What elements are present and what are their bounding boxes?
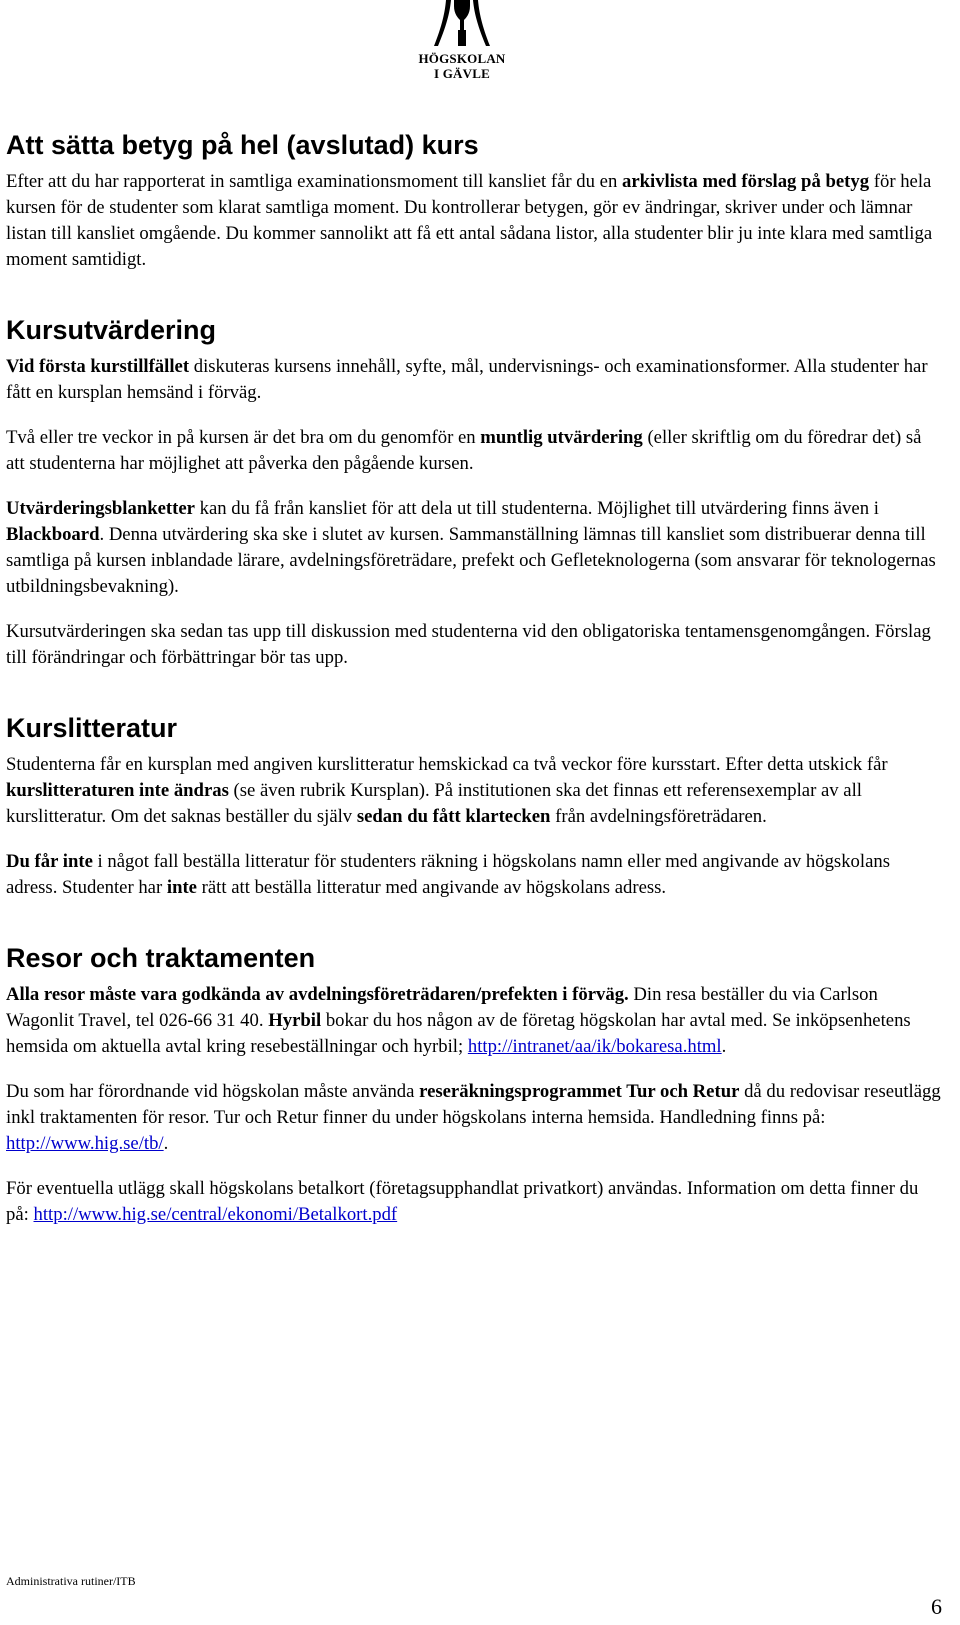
page-number: 6 <box>931 1594 942 1619</box>
text-run: diskuteras kursens innehåll, syfte, mål, undervisnings- och examinationsformer. Alla studenter har fått en kursplan hemsänd i förväg. <box>6 356 928 403</box>
text-run: Efter att du har rapporterat in samtliga examinationsmoment till kansliet får du en <box>6 171 622 192</box>
text-run: rätt att beställa litteratur med angivande av högskolans adress. <box>196 877 667 898</box>
paragraph <box>6 849 941 901</box>
bold-run: Blackboard <box>6 524 100 545</box>
text-run: . Denna utvärdering ska ske i slutet av kursen. Sammanställning lämnas till kansliet som distribuerar denna till samtliga på kursen inblandade lärare, avdelningsföreträdare, prefekt och Gefleteknologerna (som ansvarar för teknologernas utbildningsbevakning). <box>6 524 936 597</box>
bold-run: reseräkningsprogrammet Tur och Retur <box>419 1081 740 1102</box>
paragraph <box>6 619 941 671</box>
section-kursutvardering <box>6 313 941 671</box>
text-run: från avdelningsföreträdaren. <box>550 806 767 827</box>
bold-run: Du får inte <box>6 851 93 872</box>
paragraph <box>6 354 941 406</box>
text-run: Två eller tre veckor in på kursen är det bra om du genomför en <box>6 427 481 448</box>
betalkort-link[interactable]: http://www.hig.se/central/ekonomi/Betalkort.pdf <box>33 1204 398 1225</box>
text-run: för hela kursen för de studenter som klarat samtliga moment. Du kontrollerar betygen, gör ev ändringar, skriver under och lämnar listan till kansliet omgående. Du kommer sannolikt att få ett antal sådana listor, alla studenter blir ju inte klara med samtliga moment samtidigt. <box>6 171 933 270</box>
hig-logo <box>412 0 512 86</box>
text-run: då du redovisar reseutlägg inkl traktamenten för resor. Tur och Retur finner du under högskolans interna hemsida. Handledning finns på: <box>6 1081 941 1128</box>
hig-logo-emblem <box>424 0 500 48</box>
section-heading: Kurslitteratur <box>6 713 178 743</box>
paragraph <box>6 982 941 1060</box>
logo-text-line1: HÖGSKOLAN <box>418 51 506 66</box>
section-heading: Resor och traktamenten <box>6 943 316 973</box>
bold-run: Utvärderingsblanketter <box>6 498 195 519</box>
text-run: För eventuella utlägg skall högskolans betalkort (företagsupphandlat privatkort) användas. Information om detta finner du på: <box>6 1178 919 1225</box>
section-heading: Kursutvärdering <box>6 315 217 345</box>
document-body <box>6 128 941 1268</box>
text-run: (eller skriftlig om du föredrar det) så att studenterna har möjlighet att påverka den pågående kursen. <box>6 427 922 474</box>
logo-text-line2: I GÄVLE <box>434 66 490 81</box>
text-run: kan du få från kansliet för att dela ut till studenterna. Möjlighet till utvärdering finns även i <box>194 498 879 519</box>
text-run: Din resa beställer du via Carlson Wagonlit Travel, tel 026-66 31 40. <box>6 984 878 1031</box>
bold-run: inte <box>166 877 197 898</box>
paragraph <box>6 496 941 600</box>
text-run: . <box>163 1133 169 1154</box>
section-kurslitteratur <box>6 711 941 901</box>
bold-run: Hyrbil <box>268 1010 322 1031</box>
bold-run: Vid första kurstillfället <box>6 356 190 377</box>
tur-och-retur-link[interactable]: http://www.hig.se/tb/ <box>6 1133 164 1154</box>
paragraph <box>6 1176 941 1228</box>
paragraph <box>6 169 941 273</box>
footer-label: Administrativa rutiner/ITB <box>6 1574 136 1588</box>
bold-run: arkivlista med förslag på betyg <box>621 171 870 192</box>
text-run: . <box>721 1036 727 1057</box>
text-run: Kursutvärderingen ska sedan tas upp till diskussion med studenterna vid den obligatoriska tentamensgenomgången. Förslag till förändringar och förbättringar bör tas upp. <box>6 621 931 668</box>
text-run: (se även rubrik Kursplan). På institutionen ska det finnas ett referensexemplar av all kurslitteratur. Om det saknas beställer du själv <box>6 780 862 827</box>
bold-run: muntlig utvärdering <box>480 427 643 448</box>
bokaresa-link[interactable]: http://intranet/aa/ik/bokaresa.html <box>467 1036 722 1057</box>
section-heading: Att sätta betyg på hel (avslutad) kurs <box>6 130 479 160</box>
bold-run: kurslitteraturen inte ändras <box>6 780 229 801</box>
text-run: Studenterna får en kursplan med angiven kurslitteratur hemskickad ca två veckor före kursstart. Efter detta utskick får <box>6 754 888 775</box>
section-resor <box>6 941 941 1228</box>
text-run: bokar du hos någon av de företag högskolan har avtal med. Se inköpsenhetens hemsida om aktuella avtal kring resebeställningar och hyrbil; <box>6 1010 911 1057</box>
paragraph <box>6 1079 941 1157</box>
bold-run: Alla resor måste vara godkända av avdelningsföreträdaren/prefekten i förväg. <box>6 984 629 1005</box>
paragraph <box>6 425 941 477</box>
section-betyg <box>6 128 941 273</box>
paragraph <box>6 752 941 830</box>
bold-run: sedan du fått klartecken <box>356 806 551 827</box>
text-run: Du som har förordnande vid högskolan måste använda <box>6 1081 420 1102</box>
text-run: i något fall beställa litteratur för studenters räkning i högskolans namn eller med angivande av högskolans adress. Studenter har <box>6 851 890 898</box>
